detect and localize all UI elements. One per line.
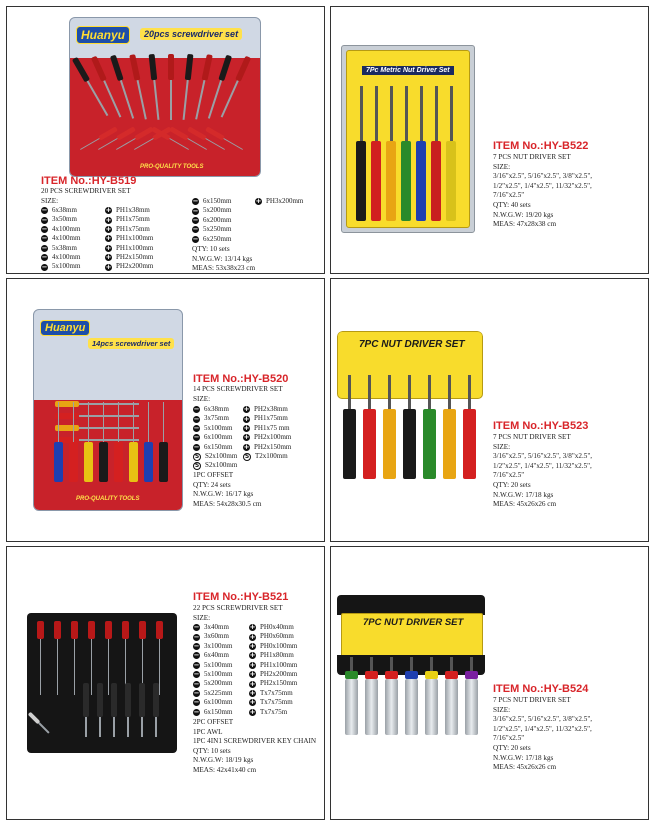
size-value: PH2x200mm xyxy=(116,262,154,271)
size-value: PH1x80mm xyxy=(260,651,294,660)
text-line: QTY: 10 sets xyxy=(193,746,231,755)
tool-icon xyxy=(99,402,108,482)
size-value: 6x150mm xyxy=(203,197,232,205)
size-row xyxy=(41,225,80,234)
size-value: PH1x100mm xyxy=(260,660,298,669)
text-line: 7/16"x2.5" xyxy=(493,734,525,743)
product-image-b519 xyxy=(69,17,261,177)
tool-icon xyxy=(97,683,103,737)
tool-icon xyxy=(356,86,366,221)
size-row xyxy=(249,698,297,707)
tool-icon xyxy=(54,402,63,482)
size-row xyxy=(105,234,153,243)
brand-logo: Huanyu xyxy=(40,320,90,336)
size-list xyxy=(249,623,297,717)
size-list xyxy=(41,206,80,272)
size-value: PH1x38mm xyxy=(116,206,150,214)
size-row xyxy=(193,651,232,660)
item-description: 20 PCS SCREWDRIVER SET SIZE: xyxy=(41,187,131,205)
tool-icon xyxy=(386,86,396,221)
tool-icon xyxy=(88,621,95,695)
minus-tip-icon: − xyxy=(193,707,200,716)
plus-tip-icon: + xyxy=(249,688,256,697)
minus-tip-icon: − xyxy=(193,423,200,432)
tool-icon xyxy=(55,401,139,407)
tool-icon xyxy=(443,375,456,479)
minus-tip-icon: − xyxy=(193,433,200,442)
text-line: 1/2"x2.5", 1/4"x2.5", 11/32"x2.5", xyxy=(493,724,592,733)
tool-icon xyxy=(55,413,139,419)
tool-icon xyxy=(425,657,438,735)
pack-banner: 14pcs screwdriver set xyxy=(88,338,174,349)
minus-tip-icon: − xyxy=(41,243,48,252)
size-row xyxy=(249,679,297,688)
minus-tip-icon: − xyxy=(193,670,200,679)
item-details xyxy=(193,471,261,509)
minus-tip-icon: − xyxy=(193,623,200,632)
tool-icon xyxy=(37,621,44,695)
tool-icon xyxy=(465,657,478,735)
slot-tip-icon: S xyxy=(194,462,200,470)
plus-tip-icon: + xyxy=(249,707,256,716)
item-title: ITEM No.:HY-B524 xyxy=(493,683,589,695)
size-value: 5x100mm xyxy=(204,660,233,669)
minus-tip-icon: − xyxy=(193,651,200,660)
tool-icon xyxy=(54,621,61,695)
product-cell-b520 xyxy=(6,278,325,542)
tool-icon xyxy=(385,657,398,735)
tool-icon xyxy=(69,402,78,482)
size-value: 3x100mm xyxy=(204,641,233,650)
size-list xyxy=(192,197,231,244)
text-line: 7/16"x2.5" xyxy=(493,471,525,480)
size-value: 4x100mm xyxy=(52,234,81,243)
tool-icon xyxy=(345,657,358,735)
size-row xyxy=(105,206,153,215)
item-title: ITEM No.:HY-B521 xyxy=(193,591,289,603)
text-line: QTY: 40 sets xyxy=(493,200,531,209)
tool-icon xyxy=(401,86,411,221)
size-value: PH0x40mm xyxy=(260,623,294,631)
size-value: PH2x38mm xyxy=(254,405,288,413)
minus-tip-icon: − xyxy=(41,206,48,215)
text-line: N.W.G.W: 18/19 kgs xyxy=(193,756,254,765)
plus-tip-icon: + xyxy=(105,215,112,224)
text-line: SIZE: xyxy=(493,705,511,714)
size-value: 6x200mm xyxy=(203,215,232,224)
text-line: QTY: 24 sets xyxy=(193,480,231,489)
text-line: 7 PCS NUT DRIVER SET xyxy=(493,433,571,441)
item-description: 14 PCS SCREWDRIVER SET SIZE: xyxy=(193,385,283,403)
plus-tip-icon: + xyxy=(249,698,256,707)
size-row xyxy=(192,235,231,244)
size-row xyxy=(193,433,237,442)
size-row xyxy=(243,452,291,461)
size-value: PH1x75 mm xyxy=(254,423,290,432)
text-line: SIZE: xyxy=(493,442,511,451)
size-value: 3x75mm xyxy=(204,414,229,423)
minus-tip-icon: − xyxy=(193,442,200,451)
text-line: 7/16"x2.5" xyxy=(493,191,525,200)
size-value: 6x40mm xyxy=(204,651,229,660)
item-title: ITEM No.:HY-B519 xyxy=(41,175,137,187)
size-row xyxy=(243,424,291,433)
minus-tip-icon: − xyxy=(193,698,200,707)
size-list xyxy=(243,405,291,461)
tool-icon xyxy=(71,621,78,695)
size-value: 5x200mm xyxy=(203,206,232,215)
size-value: 4x100mm xyxy=(52,252,81,261)
size-value: 6x38mm xyxy=(52,206,77,214)
tool-icon xyxy=(114,402,123,482)
minus-tip-icon: − xyxy=(193,679,200,688)
pack-label: 7PC NUT DRIVER SET xyxy=(359,339,465,350)
item-description xyxy=(493,153,592,230)
minus-tip-icon: − xyxy=(192,234,199,243)
product-image-b523 xyxy=(337,331,483,491)
plus-tip-icon: + xyxy=(249,651,256,660)
item-title: ITEM No.:HY-B520 xyxy=(193,373,289,385)
plus-tip-icon: + xyxy=(105,206,112,215)
size-row xyxy=(193,689,232,698)
item-details: QTY: 10 sets N.W.G.W: 13/14 kgs MEAS: 53x38x23 cm xyxy=(192,245,256,273)
plus-tip-icon: + xyxy=(243,442,250,451)
size-value: PH1x75mm xyxy=(116,215,150,224)
tool-icon xyxy=(416,86,426,221)
tool-icon xyxy=(365,657,378,735)
size-value: S2x100mm xyxy=(205,451,238,460)
size-value: Tx7x75mm xyxy=(260,688,293,697)
size-row xyxy=(192,225,231,234)
text-line: N.W.G.W: 19/20 kgs xyxy=(493,210,554,219)
size-row xyxy=(192,216,231,225)
size-row xyxy=(193,405,237,414)
size-row xyxy=(249,661,297,670)
size-value: PH1x100mm xyxy=(116,234,154,243)
plus-tip-icon: + xyxy=(243,405,250,414)
plus-tip-icon: + xyxy=(249,641,256,650)
pack-label: 7PC NUT DRIVER SET xyxy=(363,617,464,628)
tool-icon xyxy=(405,657,418,735)
text-line: 1PC 4IN1 SCREWDRIVER KEY CHAIN xyxy=(193,737,317,746)
slot-tip-icon: S xyxy=(244,452,250,460)
plus-tip-icon: + xyxy=(243,414,250,423)
tool-icon xyxy=(144,402,153,482)
size-row xyxy=(41,253,80,262)
text-line: SIZE: xyxy=(493,162,511,171)
tool-icon xyxy=(129,402,138,482)
size-row xyxy=(105,225,153,234)
plus-tip-icon: + xyxy=(105,234,112,243)
size-row xyxy=(193,642,232,651)
size-row xyxy=(41,206,80,215)
size-value: PH0x60mm xyxy=(260,632,294,641)
brand-logo: Huanyu xyxy=(76,26,130,44)
text-line: 3/16"x2.5", 5/16"x2.5", 3/8"x2.5", xyxy=(493,715,593,724)
minus-tip-icon: − xyxy=(193,405,200,414)
minus-tip-icon: − xyxy=(192,206,199,215)
size-value: 5x225mm xyxy=(204,688,233,697)
size-value: 6x250mm xyxy=(203,234,232,243)
plus-tip-icon: + xyxy=(249,623,256,632)
item-details xyxy=(193,718,316,776)
size-row xyxy=(193,708,232,717)
size-value: 3x40mm xyxy=(204,623,229,631)
item-title: ITEM No.:HY-B523 xyxy=(493,420,589,432)
tool-icon xyxy=(28,712,51,735)
size-list xyxy=(193,405,237,471)
size-value: PH2x200mm xyxy=(260,669,298,678)
plus-tip-icon: + xyxy=(249,660,256,669)
item-description xyxy=(493,433,592,510)
product-cell-b522 xyxy=(330,6,649,274)
text-line: 3/16"x2.5", 5/16"x2.5", 3/8"x2.5", xyxy=(493,452,593,461)
text-line: QTY: 20 sets xyxy=(493,743,531,752)
tool-icon xyxy=(55,425,139,431)
size-list xyxy=(105,206,153,272)
text-line: QTY: 20 sets xyxy=(493,480,531,489)
minus-tip-icon: − xyxy=(193,414,200,423)
product-image-b521 xyxy=(27,613,177,753)
size-row xyxy=(105,253,153,262)
size-row xyxy=(193,661,232,670)
tool-icon xyxy=(168,54,174,120)
item-description: 22 PCS SCREWDRIVER SET SIZE: xyxy=(193,604,283,622)
item-title: ITEM No.:HY-B522 xyxy=(493,140,589,152)
product-image-b524 xyxy=(337,595,487,735)
size-row xyxy=(41,262,80,271)
tool-icon xyxy=(55,437,139,443)
minus-tip-icon: − xyxy=(41,262,48,271)
minus-tip-icon: − xyxy=(193,660,200,669)
text-line: MEAS: 47x28x38 cm xyxy=(493,220,557,229)
size-row xyxy=(249,689,297,698)
size-value: 5x100mm xyxy=(204,669,233,678)
product-image-b522 xyxy=(341,45,475,233)
size-value: 4x100mm xyxy=(52,224,81,233)
size-value: Tx7x75m xyxy=(260,707,288,716)
size-row xyxy=(105,244,153,253)
text-line: N.W.G.W: 17/18 kgs xyxy=(493,490,554,499)
size-row xyxy=(105,215,153,224)
plus-tip-icon: + xyxy=(105,253,112,262)
text-line: 1/2"x2.5", 1/4"x2.5", 11/32"x2.5", xyxy=(493,461,592,470)
tool-icon xyxy=(83,683,89,737)
minus-tip-icon: − xyxy=(192,225,199,234)
size-value: PH1x75mm xyxy=(254,414,288,423)
size-row xyxy=(243,433,291,442)
minus-tip-icon: − xyxy=(193,688,200,697)
tool-icon xyxy=(371,86,381,221)
size-value: 6x150mm xyxy=(204,707,233,716)
size-row xyxy=(193,623,232,632)
size-value: Tx7x75mm xyxy=(260,698,293,707)
size-row xyxy=(249,670,297,679)
text-line: MEAS: 54x28x30.5 cm xyxy=(193,499,262,508)
pack-tagline: PRO-QUALITY TOOLS xyxy=(140,164,204,170)
minus-tip-icon: − xyxy=(41,253,48,262)
text-line: 1PC AWL xyxy=(193,727,223,736)
size-value: PH1x75mm xyxy=(116,224,150,233)
tool-icon xyxy=(445,657,458,735)
text-line: 3/16"x2.5", 5/16"x2.5", 3/8"x2.5", xyxy=(493,172,593,181)
size-row xyxy=(193,452,237,461)
size-value: 6x100mm xyxy=(204,698,233,707)
text-line: MEAS: 42x41x40 cm xyxy=(193,765,257,774)
size-value: PH2x150mm xyxy=(116,252,154,261)
size-row xyxy=(193,414,237,423)
size-row xyxy=(41,244,80,253)
size-row xyxy=(249,642,297,651)
text-line: 7 PCS NUT DRIVER SET xyxy=(493,153,571,161)
size-value: 5x250mm xyxy=(203,225,232,234)
size-value: 5x100mm xyxy=(204,423,233,432)
size-value: PH1x100mm xyxy=(116,243,154,252)
plus-tip-icon: + xyxy=(105,224,112,233)
size-value: 6x150mm xyxy=(204,442,233,451)
product-cell-b523 xyxy=(330,278,649,542)
tool-icon xyxy=(431,86,441,221)
size-row xyxy=(193,670,232,679)
tool-icon xyxy=(383,375,396,479)
plus-tip-icon: + xyxy=(243,423,250,432)
size-row xyxy=(249,708,297,717)
size-row xyxy=(192,206,231,215)
size-value: PH3x200mm xyxy=(266,197,304,205)
size-value: S2x100mm xyxy=(205,461,238,470)
plus-tip-icon: + xyxy=(105,262,112,271)
size-row xyxy=(41,234,80,243)
text-line: N.W.G.W: 16/17 kgs xyxy=(193,490,254,499)
size-row xyxy=(41,215,80,224)
text-line: MEAS: 45x26x26 cm xyxy=(493,500,557,509)
tool-icon xyxy=(446,86,456,221)
size-list xyxy=(193,623,232,717)
product-cell-b521 xyxy=(6,546,325,820)
tool-icon xyxy=(159,402,168,482)
plus-tip-icon: + xyxy=(255,197,262,206)
pack-label: 7Pc Metric Nut Driver Set xyxy=(362,66,454,75)
pack-tagline: PRO-QUALITY TOOLS xyxy=(76,496,140,502)
size-row xyxy=(243,405,291,414)
size-value: T2x100mm xyxy=(255,451,288,460)
size-value: 6x100mm xyxy=(204,433,233,442)
text-line: N.W.G.W: 17/18 kgs xyxy=(493,753,554,762)
text-line: 1PC OFFSET xyxy=(193,471,234,479)
text-line: 1/2"x2.5", 1/4"x2.5", 11/32"x2.5", xyxy=(493,181,592,190)
pack-banner: 20pcs screwdriver set xyxy=(140,28,242,40)
size-value: PH0x100mm xyxy=(260,641,298,650)
text-line: 7 PCS NUT DRIVER SET xyxy=(493,696,571,704)
size-value: PH2x150mm xyxy=(260,679,298,688)
tool-icon xyxy=(343,375,356,479)
text-line: MEAS: 45x26x26 cm xyxy=(493,763,557,772)
size-row xyxy=(193,443,237,452)
size-row xyxy=(193,632,232,641)
minus-tip-icon: − xyxy=(41,234,48,243)
tool-icon xyxy=(111,683,117,737)
tool-icon xyxy=(139,683,145,737)
product-cell-b519 xyxy=(6,6,325,274)
size-list xyxy=(255,197,303,206)
size-row xyxy=(249,632,297,641)
tool-icon xyxy=(153,683,159,737)
tool-icon xyxy=(363,375,376,479)
plus-tip-icon: + xyxy=(105,243,112,252)
size-row xyxy=(243,414,291,423)
size-value: 3x50mm xyxy=(52,215,77,224)
tool-icon xyxy=(125,683,131,737)
item-description xyxy=(493,696,592,773)
size-row xyxy=(193,679,232,688)
tool-icon xyxy=(463,375,476,479)
minus-tip-icon: − xyxy=(193,632,200,641)
size-row xyxy=(192,197,231,206)
plus-tip-icon: + xyxy=(243,433,250,442)
size-value: 6x38mm xyxy=(204,405,229,413)
size-row xyxy=(193,461,237,470)
minus-tip-icon: − xyxy=(193,641,200,650)
size-value: 5x200mm xyxy=(204,679,233,688)
tool-icon xyxy=(84,402,93,482)
plus-tip-icon: + xyxy=(249,632,256,641)
product-image-b520 xyxy=(33,309,183,511)
size-value: 5x100mm xyxy=(52,262,81,271)
size-row xyxy=(255,197,303,206)
text-line: 2PC OFFSET xyxy=(193,718,234,726)
size-value: PH2x100mm xyxy=(254,433,292,442)
minus-tip-icon: − xyxy=(192,215,199,224)
size-row xyxy=(249,623,297,632)
slot-tip-icon: S xyxy=(194,452,200,460)
plus-tip-icon: + xyxy=(249,670,256,679)
size-row xyxy=(193,424,237,433)
product-cell-b524 xyxy=(330,546,649,820)
minus-tip-icon: − xyxy=(41,224,48,233)
size-value: 5x38mm xyxy=(52,243,77,252)
size-row xyxy=(193,698,232,707)
size-row xyxy=(105,262,153,271)
minus-tip-icon: − xyxy=(41,215,48,224)
size-row xyxy=(243,443,291,452)
size-value: PH2x150mm xyxy=(254,442,292,451)
size-row xyxy=(249,651,297,660)
minus-tip-icon: − xyxy=(192,197,199,206)
tool-icon xyxy=(403,375,416,479)
plus-tip-icon: + xyxy=(249,679,256,688)
size-value: 3x60mm xyxy=(204,632,229,641)
tool-icon xyxy=(423,375,436,479)
